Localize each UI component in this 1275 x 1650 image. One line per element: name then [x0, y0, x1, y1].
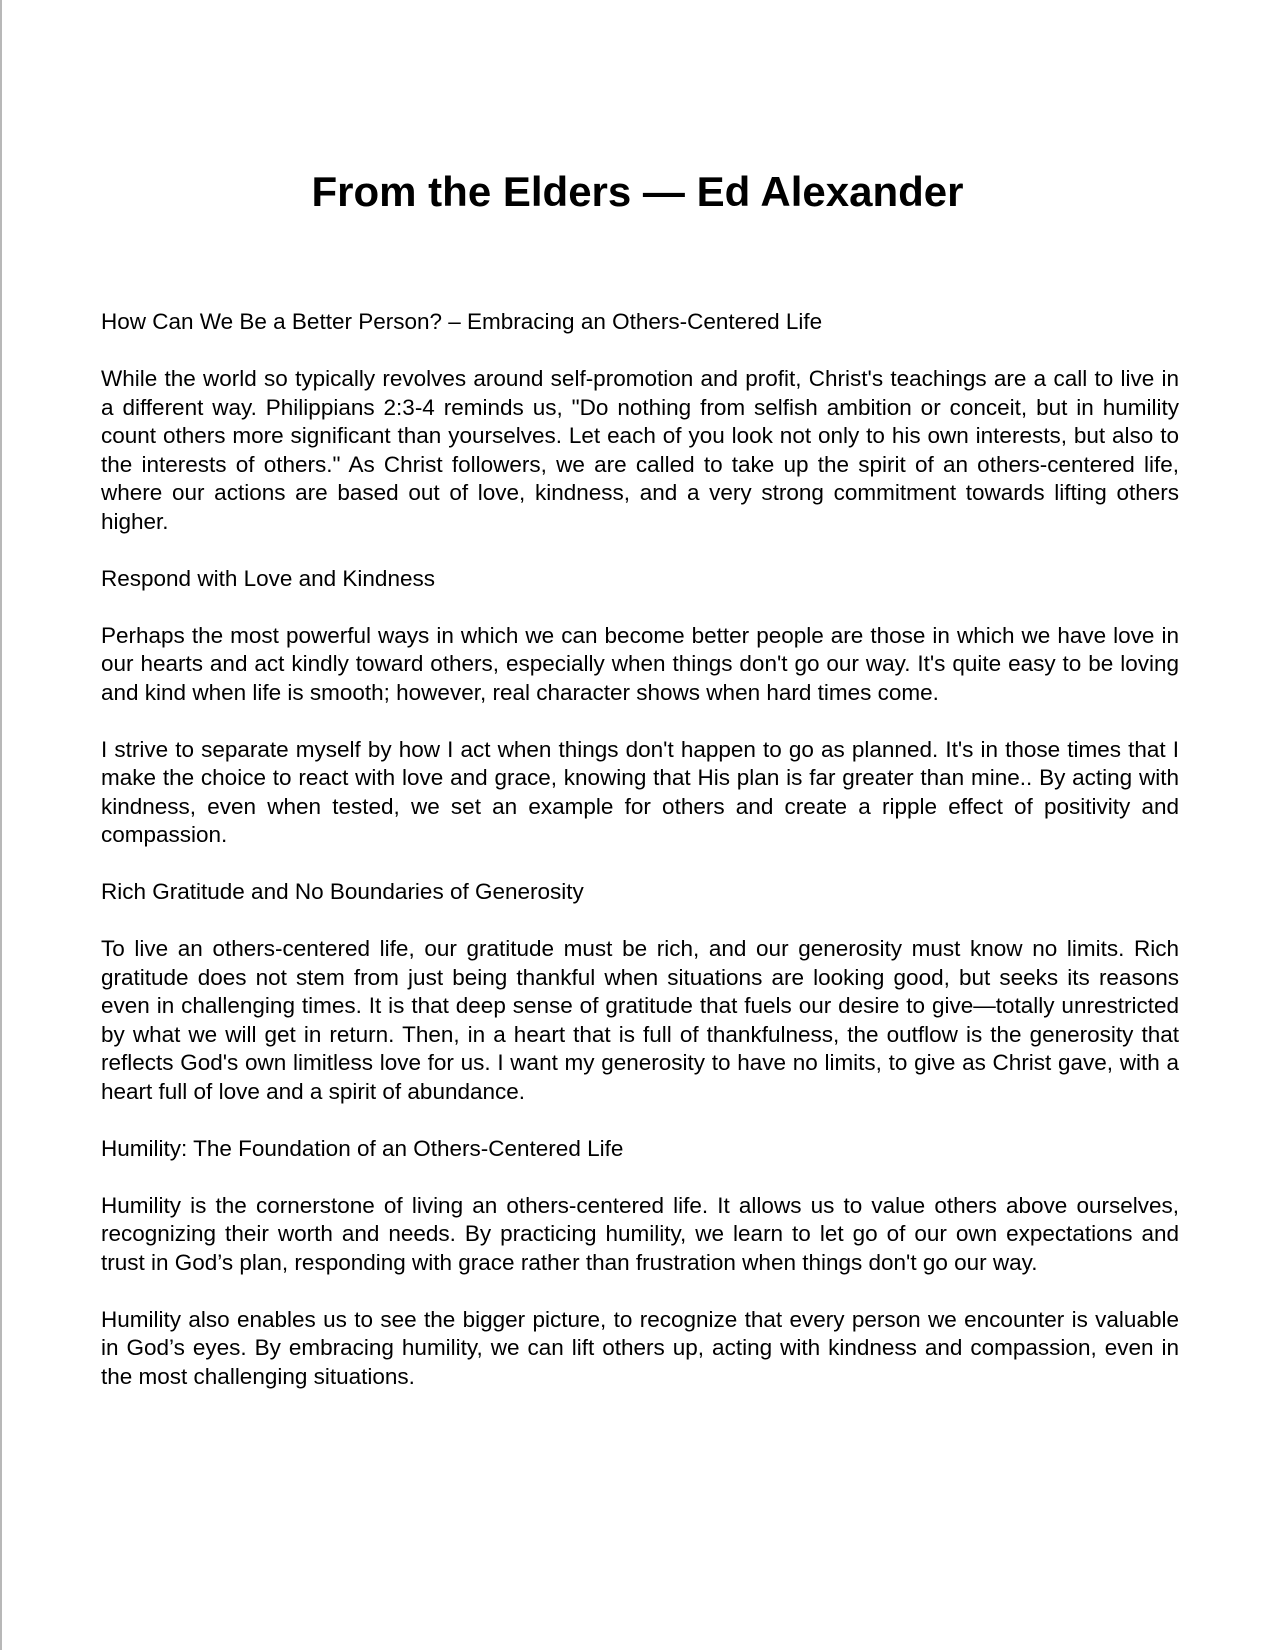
section-heading: How Can We Be a Better Person? – Embracing an Others-Centered Life	[101, 309, 823, 334]
body-paragraph: I strive to separate myself by how I act when things don't happen to go as planned. It's in those times that I make the choice to react with love and grace, knowing that His plan is far greater than mine.. By acting with kindness, even when tested, we set an example for others and create a ripple effect of positivity and compassion.	[101, 736, 1179, 847]
body-paragraph: Humility is the cornerstone of living an others-centered life. It allows us to value others above ourselves, recognizing their worth and needs. By practicing humility, we learn to let go of our own expectations and trust in God’s plan, responding with grace rather than frustration when things don't go our way.	[101, 1192, 1179, 1275]
body-paragraph: Perhaps the most powerful ways in which we can become better people are those in which we have love in our hearts and act kindly toward others, especially when things don't go our way. It's quite easy to be loving and kind when life is smooth; however, real character shows when hard times come.	[101, 622, 1179, 705]
page-title: From the Elders — Ed Alexander	[311, 168, 964, 215]
body-paragraph: Humility also enables us to see the bigger picture, to recognize that every person we encounter is valuable in God’s eyes. By embracing humility, we can lift others up, acting with kindness and compassion, even in the most challenging situations.	[101, 1306, 1179, 1389]
page-edge	[0, 0, 2, 1650]
article-body	[101, 308, 1179, 1420]
section-heading: Rich Gratitude and No Boundaries of Generosity	[101, 879, 584, 904]
section-heading: Humility: The Foundation of an Others-Centered Life	[101, 1135, 624, 1161]
body-paragraph: While the world so typically revolves around self-promotion and profit, Christ's teachings are a call to live in a different way. Philippians 2:3-4 reminds us, "Do nothing from selfish ambition or conceit, but in humility count others more significant than yourselves. Let each of you look not only to his own interests, but also to the interests of others." As Christ followers, we are called to take up the spirit of an others-centered life, where our actions are based out of love, kindness, and a very strong commitment towards lifting others higher.	[101, 366, 1179, 534]
body-paragraph: To live an others-centered life, our gratitude must be rich, and our generosity must know no limits. Rich gratitude does not stem from just being thankful when situations are looking good, but seeks its reasons even in challenging times. It is that deep sense of gratitude that fuels our desire to give—totally unrestricted by what we will get in return. Then, in a heart that is full of thankfulness, the outflow is the generosity that reflects God's own limitless love for us. I want my generosity to have no limits, to give as Christ gave, with a heart full of love and a spirit of abundance.	[101, 936, 1179, 1104]
section-heading: Respond with Love and Kindness	[101, 565, 435, 591]
